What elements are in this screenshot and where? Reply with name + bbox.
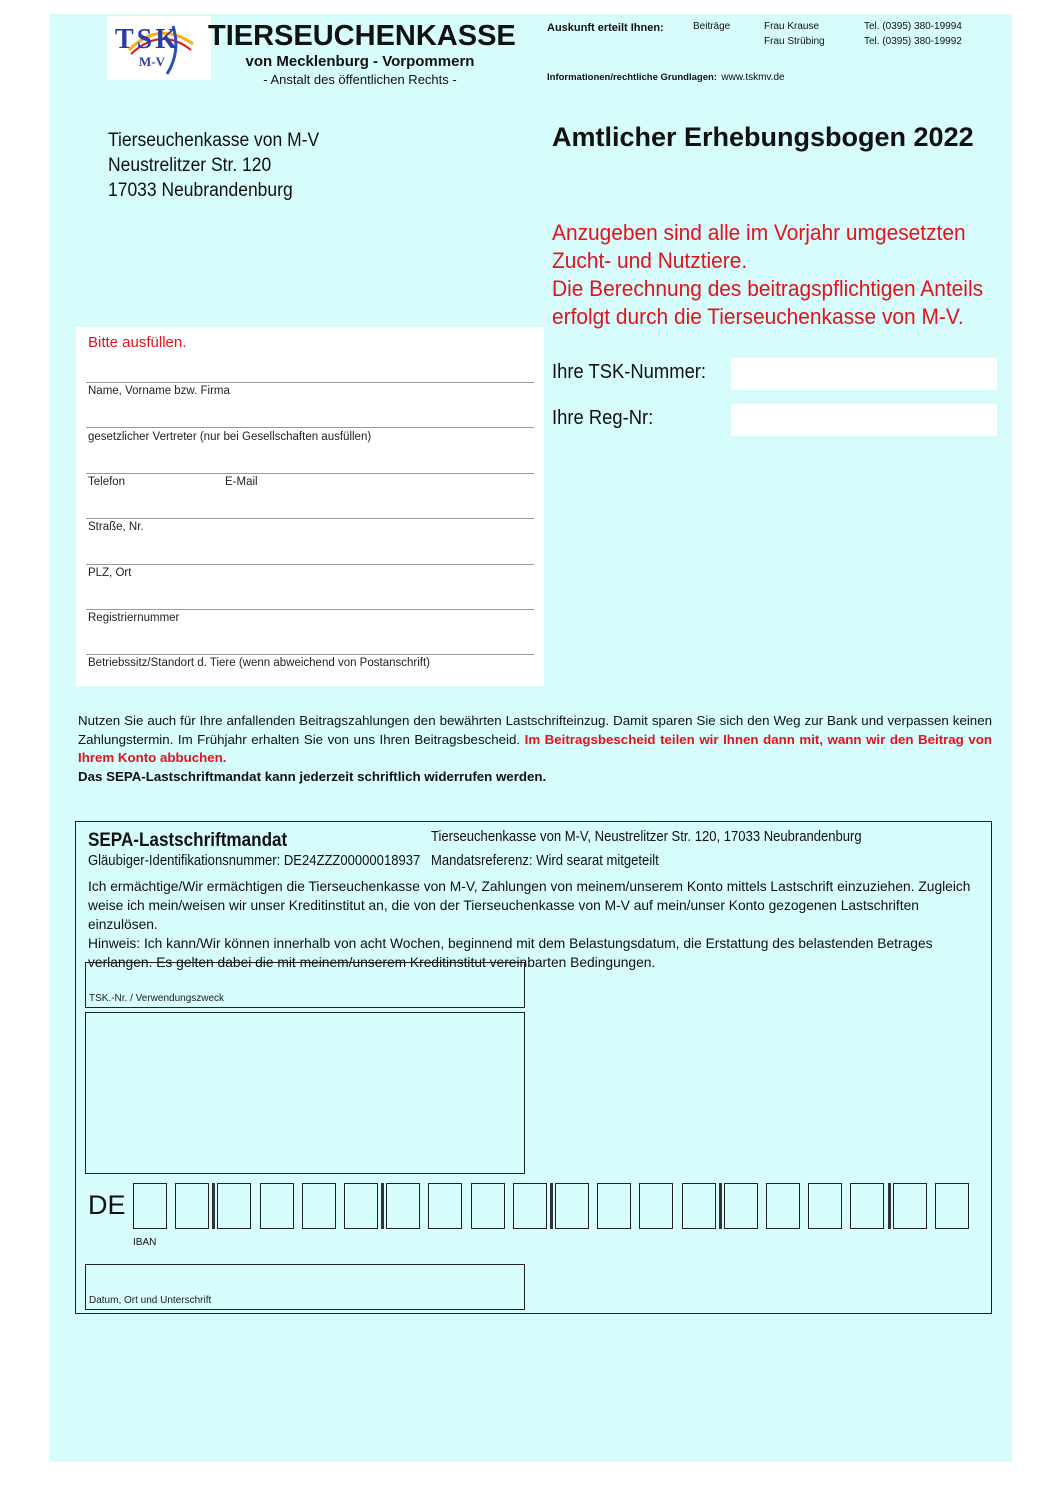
- field-line[interactable]: [86, 518, 534, 519]
- reg-number-label: Ihre Reg-Nr:: [552, 407, 654, 429]
- iban-digit-cell[interactable]: [935, 1183, 969, 1229]
- iban-country-prefix: DE: [88, 1190, 126, 1220]
- iban-label: IBAN: [133, 1237, 157, 1248]
- reporting-note: [552, 219, 983, 331]
- account-holder-box[interactable]: [85, 1012, 525, 1174]
- tsk-logo: [107, 16, 211, 80]
- form-title: Amtlicher Erhebungsbogen 2022: [552, 122, 974, 152]
- contact-phone-1: Tel. (0395) 380-19994: [864, 21, 962, 32]
- iban-digit-cell[interactable]: [555, 1183, 589, 1229]
- purpose-label: TSK.-Nr. / Verwendungszweck: [89, 993, 225, 1004]
- field-line[interactable]: [86, 609, 534, 610]
- field-line[interactable]: [86, 473, 534, 474]
- contact-label: Auskunft erteilt Ihnen:: [547, 22, 664, 34]
- sepa-authorization: [88, 877, 975, 972]
- notice-red-text: Im Beitragsbescheid teilen wir Ihnen dann mit, wann wir den Beitrag von Ihrem Konto abbuchen.: [78, 731, 992, 765]
- org-name: TIERSEUCHENKASSE: [208, 20, 516, 52]
- iban-digit-cell[interactable]: [724, 1183, 758, 1229]
- recipient-address: [108, 128, 319, 203]
- logo-text-bottom: M-V: [139, 54, 165, 69]
- sepa-title: SEPA-Lastschriftmandat: [88, 830, 288, 851]
- iban-digit-cell[interactable]: [260, 1183, 294, 1229]
- note-line: Die Berechnung des beitragspflichtigen Anteils: [552, 276, 984, 301]
- phone-label: Telefon: [88, 476, 126, 488]
- contact-name-1: Frau Krause: [764, 21, 820, 32]
- iban-digit-cell[interactable]: [682, 1183, 716, 1229]
- org-legal-form: - Anstalt des öffentlichen Rechts -: [263, 72, 457, 87]
- contact-phone-2: Tel. (0395) 380-19992: [864, 36, 962, 47]
- contact-name-2: Frau Strübing: [764, 36, 825, 47]
- direct-debit-notice: [78, 712, 992, 786]
- iban-group-separator: [212, 1183, 215, 1229]
- iban-group-separator: [888, 1183, 891, 1229]
- representative-label: gesetzlicher Vertreter (nur bei Gesellschaften ausfüllen): [88, 431, 372, 443]
- iban-digit-cell[interactable]: [639, 1183, 673, 1229]
- iban-digit-cell[interactable]: [893, 1183, 927, 1229]
- address-line-1: Tierseuchenkasse von M-V: [108, 130, 320, 151]
- info-url[interactable]: www.tskmv.de: [721, 72, 785, 83]
- info-label: Informationen/rechtliche Grundlagen:: [547, 72, 717, 83]
- iban-group-separator: [719, 1183, 722, 1229]
- iban-digit-cell[interactable]: [513, 1183, 547, 1229]
- org-subtitle: von Mecklenburg - Vorpommern: [245, 53, 475, 70]
- refund-hint: Hinweis: Ich kann/Wir können innerhalb von acht Wochen, beginnend mit dem Belastungsdatum, die Erstattung des belastenden Betrages verlangen. Es gelten dabei die mit meinem/unserem Kreditinstitut vereinbarten Bedingungen.: [88, 935, 933, 970]
- address-line-3: 17033 Neubrandenburg: [108, 180, 293, 201]
- field-line[interactable]: [86, 382, 534, 383]
- iban-digit-cell[interactable]: [344, 1183, 378, 1229]
- tsk-number-input[interactable]: [731, 358, 997, 390]
- note-line: Anzugeben sind alle im Vorjahr umgesetzten: [552, 220, 966, 245]
- fill-hint: Bitte ausfüllen.: [88, 334, 187, 351]
- iban-group-separator: [381, 1183, 384, 1229]
- note-line: erfolgt durch die Tierseuchenkasse von M-V.: [552, 304, 964, 329]
- iban-digit-cell[interactable]: [217, 1183, 251, 1229]
- field-line[interactable]: [86, 564, 534, 565]
- logo-text-top: TSK: [115, 24, 181, 55]
- iban-digit-cell[interactable]: [766, 1183, 800, 1229]
- iban-digit-cell[interactable]: [428, 1183, 462, 1229]
- notice-text: Nutzen Sie auch für Ihre anfallenden Beitragszahlungen den bewährten Lastschrifteinzug. Damit sparen Sie sich den Weg zur Bank und verpassen keinen Zahlungstermin. Im Frühjahr erhalten Sie von uns Ihren Beitragsbescheid.: [78, 713, 992, 747]
- iban-digit-cell[interactable]: [386, 1183, 420, 1229]
- authorization-text: Ich ermächtige/Wir ermächtigen die Tierseuchenkasse von M-V, Zahlungen von meinem/unserem Konto mittels Lastschrift einzuziehen. Zugleich weise ich mein/weisen wir unser Kreditinstitut an, die von der Tierseuchenkasse von M-V auf mein/unser Konto gezogenen Lastschriften einzulösen.: [88, 878, 971, 932]
- iban-digit-cell[interactable]: [133, 1183, 167, 1229]
- field-line[interactable]: [86, 427, 534, 428]
- creditor-id: Gläubiger-Identifikationsnummer: DE24ZZZ00000018937: [88, 853, 421, 869]
- street-label: Straße, Nr.: [88, 521, 144, 533]
- applicant-panel: [76, 327, 544, 686]
- email-label: E-Mail: [225, 476, 258, 488]
- iban-digit-cell[interactable]: [175, 1183, 209, 1229]
- iban-digit-cell[interactable]: [597, 1183, 631, 1229]
- iban-digit-cell[interactable]: [471, 1183, 505, 1229]
- name-label: Name, Vorname bzw. Firma: [88, 385, 230, 397]
- registration-number-label: Registriernummer: [88, 612, 180, 624]
- iban-digit-cell[interactable]: [850, 1183, 884, 1229]
- tsk-logo-emblem: [107, 16, 211, 80]
- signature-label: Datum, Ort und Unterschrift: [89, 1295, 212, 1306]
- iban-digit-cell[interactable]: [302, 1183, 336, 1229]
- contact-topic: Beiträge: [693, 21, 731, 32]
- iban-digit-cell[interactable]: [808, 1183, 842, 1229]
- info-line: [547, 67, 785, 85]
- iban-group-separator: [550, 1183, 553, 1229]
- reg-number-input[interactable]: [731, 404, 997, 436]
- zip-city-label: PLZ, Ort: [88, 567, 132, 579]
- mandate-reference: Mandatsreferenz: Wird searat mitgeteilt: [431, 853, 659, 869]
- tsk-number-label: Ihre TSK-Nummer:: [552, 361, 707, 383]
- address-line-2: Neustrelitzer Str. 120: [108, 155, 272, 176]
- location-label: Betriebssitz/Standort d. Tiere (wenn abweichend von Postanschrift): [88, 657, 430, 669]
- creditor-address: Tierseuchenkasse von M-V, Neustrelitzer Str. 120, 17033 Neubrandenburg: [431, 829, 862, 845]
- notice-bold-text: Das SEPA-Lastschriftmandat kann jederzeit schriftlich widerrufen werden.: [78, 768, 547, 784]
- field-line[interactable]: [86, 654, 534, 655]
- note-line: Zucht- und Nutztiere.: [552, 248, 748, 273]
